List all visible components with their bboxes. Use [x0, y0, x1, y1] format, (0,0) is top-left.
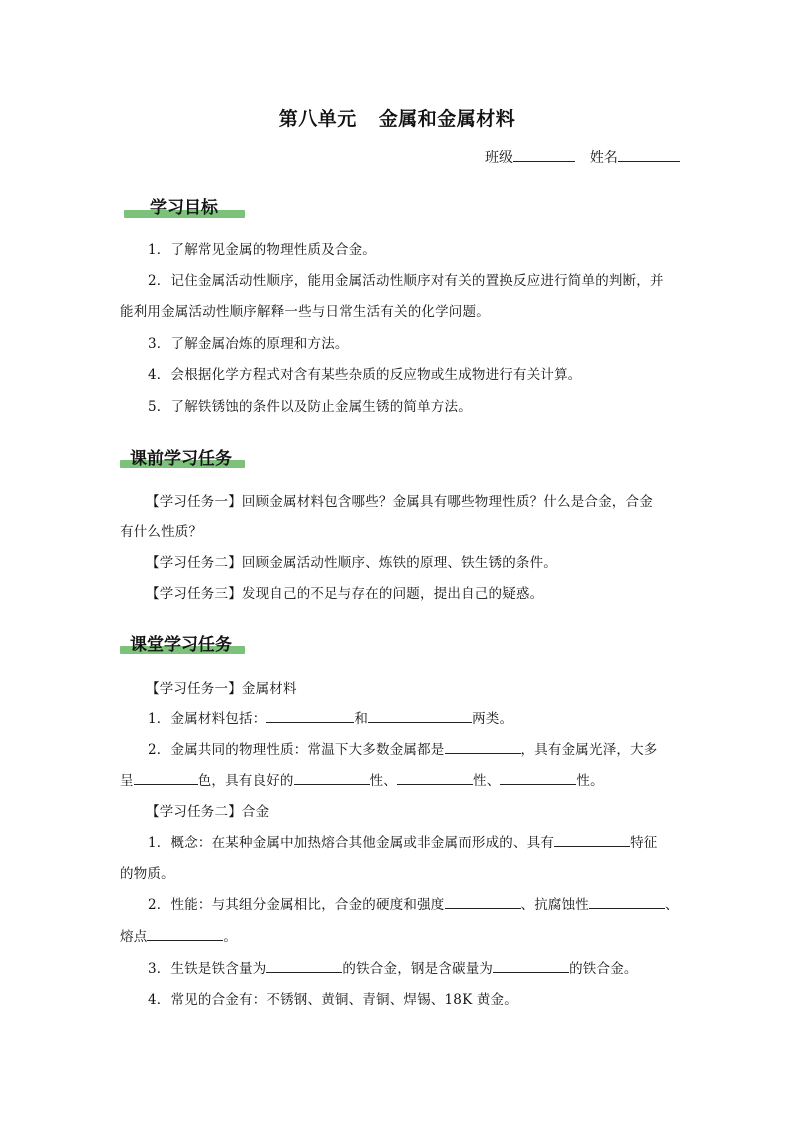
question-line: 3．生铁是铁含量为 的铁合金，钢是含碳量为 的铁合金。	[148, 957, 638, 977]
answer-blank[interactable]	[147, 925, 223, 941]
question-line: 熔点 。	[120, 925, 237, 945]
preclass-item: 有什么性质？	[120, 524, 203, 540]
answer-blank[interactable]	[368, 707, 472, 723]
answer-blank[interactable]	[266, 707, 354, 723]
answer-blank[interactable]	[589, 893, 665, 909]
goal-item: 4．会根据化学方程式对含有某些杂质的反应物或生成物进行有关计算。	[148, 367, 582, 383]
goal-item: 1．了解常见金属的物理性质及合金。	[148, 242, 376, 258]
preclass-item: 【学习任务三】发现自己的不足与存在的问题，提出自己的疑惑。	[146, 586, 544, 602]
answer-blank[interactable]	[500, 769, 576, 785]
name-label: 姓名	[589, 150, 618, 166]
class-name-row	[485, 146, 680, 167]
question-line: 的物质。	[120, 866, 175, 882]
task-title: 【学习任务一】金属材料	[146, 681, 297, 697]
goal-item: 3．了解金属冶炼的原理和方法。	[148, 336, 349, 352]
answer-blank[interactable]	[266, 957, 342, 973]
task-title: 【学习任务二】合金	[146, 804, 270, 820]
question-line: 呈 色，具有良好的 性、 性、 性。	[120, 769, 604, 789]
heading-label: 课前学习任务	[130, 449, 232, 469]
preclass-item: 【学习任务二】回顾金属活动性顺序、炼铁的原理、铁生锈的条件。	[146, 555, 557, 571]
answer-blank[interactable]	[445, 893, 521, 909]
answer-blank[interactable]	[294, 769, 370, 785]
heading-label: 课堂学习任务	[130, 635, 232, 655]
name-blank[interactable]	[618, 146, 680, 162]
question-line: 4．常见的合金有：不锈钢、黄铜、青铜、焊锡、18K 黄金。	[148, 992, 518, 1008]
goal-item: 2．记住金属活动性顺序，能用金属活动性顺序对有关的置换反应进行简单的判断，并	[148, 273, 664, 289]
answer-blank[interactable]	[554, 831, 630, 847]
answer-blank[interactable]	[134, 769, 198, 785]
class-label: 班级	[485, 150, 513, 166]
question-line: 1．金属材料包括： 和 两类。	[148, 707, 513, 727]
goal-item: 能利用金属活动性顺序解释一些与日常生活有关的化学问题。	[120, 304, 490, 320]
unit-label: 第八单元	[278, 108, 357, 130]
goal-item: 5．了解铁锈蚀的条件以及防止金属生锈的简单方法。	[148, 399, 472, 415]
heading-label: 学习目标	[150, 198, 218, 218]
answer-blank[interactable]	[397, 769, 473, 785]
class-blank[interactable]	[513, 146, 575, 162]
answer-blank[interactable]	[493, 957, 569, 973]
unit-topic: 金属和金属材料	[378, 108, 516, 130]
answer-blank[interactable]	[445, 738, 521, 754]
page-title	[0, 104, 794, 131]
preclass-item: 【学习任务一】回顾金属材料包含哪些？金属具有哪些物理性质？什么是合金，合金	[146, 494, 653, 510]
question-line: 2．性能：与其组分金属相比，合金的硬度和强度 、抗腐蚀性 、	[148, 893, 679, 913]
question-line: 2．金属共同的物理性质：常温下大多数金属都是 ，具有金属光泽，大多	[148, 738, 658, 758]
question-line: 1．概念：在某种金属中加热熔合其他金属或非金属而形成的、具有 特征	[148, 831, 658, 851]
